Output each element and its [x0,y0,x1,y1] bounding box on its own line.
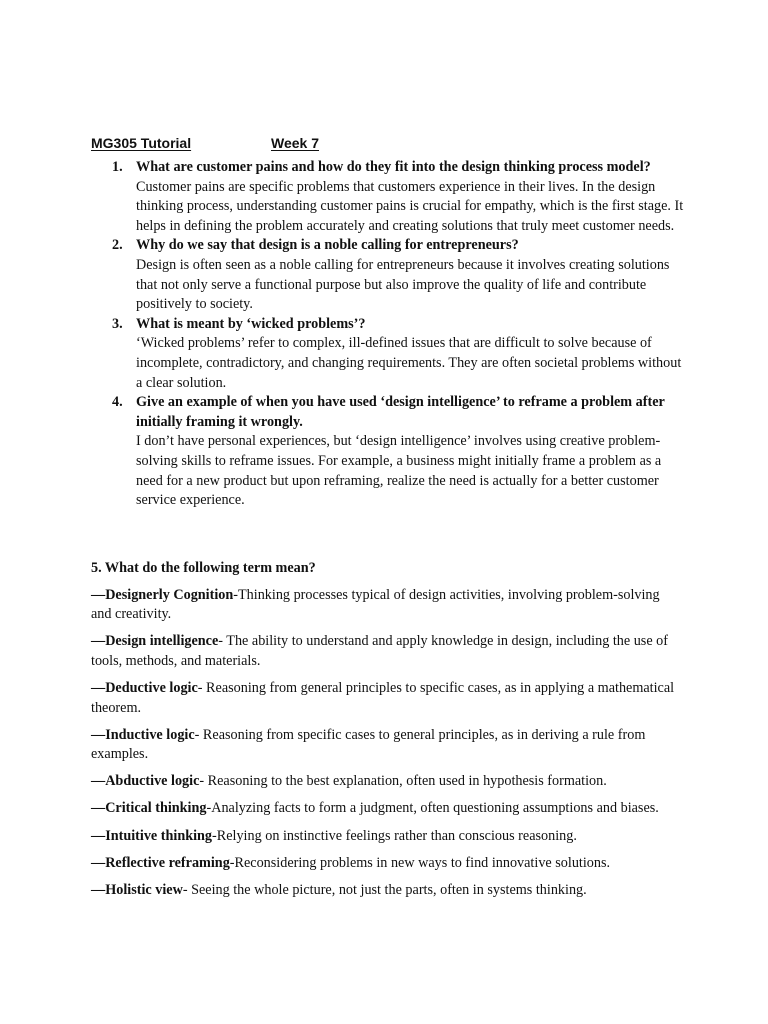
answer-text: I don’t have personal experiences, but ‘design intelligence’ involves using creative problem-solving skills to reframe issues. For example, a business might initially frame a problem as a need for a new product but upon reframing, realize the need is actually for a better customer service experience. [136,433,662,509]
term-entry [91,679,681,718]
question-text: Why do we say that design is a noble calling for entrepreneurs? [136,237,519,254]
term-name: —Critical thinking [91,800,207,817]
term-name: —Inductive logic [91,726,195,743]
term-name: —Design intelligence [91,633,219,650]
term-entry [91,799,681,819]
terms-section [91,559,681,908]
term-definition: - Reasoning from specific cases to general principles, as in deriving a rule from examples. [91,726,646,763]
term-entry [91,726,681,765]
term-name: —Deductive logic [91,679,198,696]
question-number: 1. [112,159,123,175]
question-item [112,158,684,236]
answer-text: Customer pains are specific problems that customers experience in their lives. In the design thinking process, understanding customer pains is crucial for empathy, which is the first stage. It helps in defining the problem accurately and creating solutions that truly meet customer needs. [136,178,684,234]
term-name: —Holistic view [91,881,183,898]
question-number: 4. [112,394,123,411]
term-definition: - Reasoning from general principles to specific cases, as in applying a mathematical theorem. [91,679,675,716]
question-number: 3. [112,315,123,332]
terms-heading: 5. What do the following term mean? [91,560,316,576]
answer-text: Design is often seen as a noble calling for entrepreneurs because it involves creating solutions that not only serve a functional purpose but also improve the quality of life and contribute positively to society. [136,256,670,313]
question-text: What are customer pains and how do they fit into the design thinking process model? [136,159,651,175]
question-number: 2. [112,237,123,254]
term-definition: - Reasoning to the best explanation, often used in hypothesis formation. [199,773,607,790]
term-name: —Intuitive thinking [91,827,213,844]
question-text: Give an example of when you have used ‘design intelligence’ to reframe a problem after initially framing it wrongly. [136,394,665,430]
term-entry [91,586,681,625]
term-name: —Reflective reframing [91,854,230,871]
answer-text: ‘Wicked problems’ refer to complex, ill-defined issues that are difficult to solve because of incomplete, contradictory, and changing requirements. They are often societal problems without a clear solution. [136,335,682,391]
term-entry [91,632,681,671]
term-entry [91,772,681,792]
question-item [112,315,684,393]
term-definition: - The ability to understand and apply knowledge in design, including the use of tools, methods, and materials. [91,633,668,669]
term-definition: - Seeing the whole picture, not just the parts, often in systems thinking. [182,881,587,898]
term-name: —Designerly Cognition [91,586,234,603]
question-item [112,393,684,511]
document-header [91,133,319,153]
term-entry [91,881,681,901]
term-entry [91,827,681,847]
question-list [112,158,684,511]
term-definition: -Thinking processes typical of design activities, involving problem-solving and creativity. [91,586,660,623]
term-name: —Abductive logic [91,773,200,790]
course-title: MG305 Tutorial [91,135,192,151]
term-entry [91,854,681,874]
question-item [112,236,684,314]
term-definition: -Analyzing facts to form a judgment, often questioning assumptions and biases. [206,800,659,817]
week-label: Week 7 [271,135,319,151]
question-text: What is meant by ‘wicked problems’? [136,315,366,332]
term-definition: -Relying on instinctive feelings rather than conscious reasoning. [212,827,577,844]
term-definition: -Reconsidering problems in new ways to find innovative solutions. [229,854,611,871]
